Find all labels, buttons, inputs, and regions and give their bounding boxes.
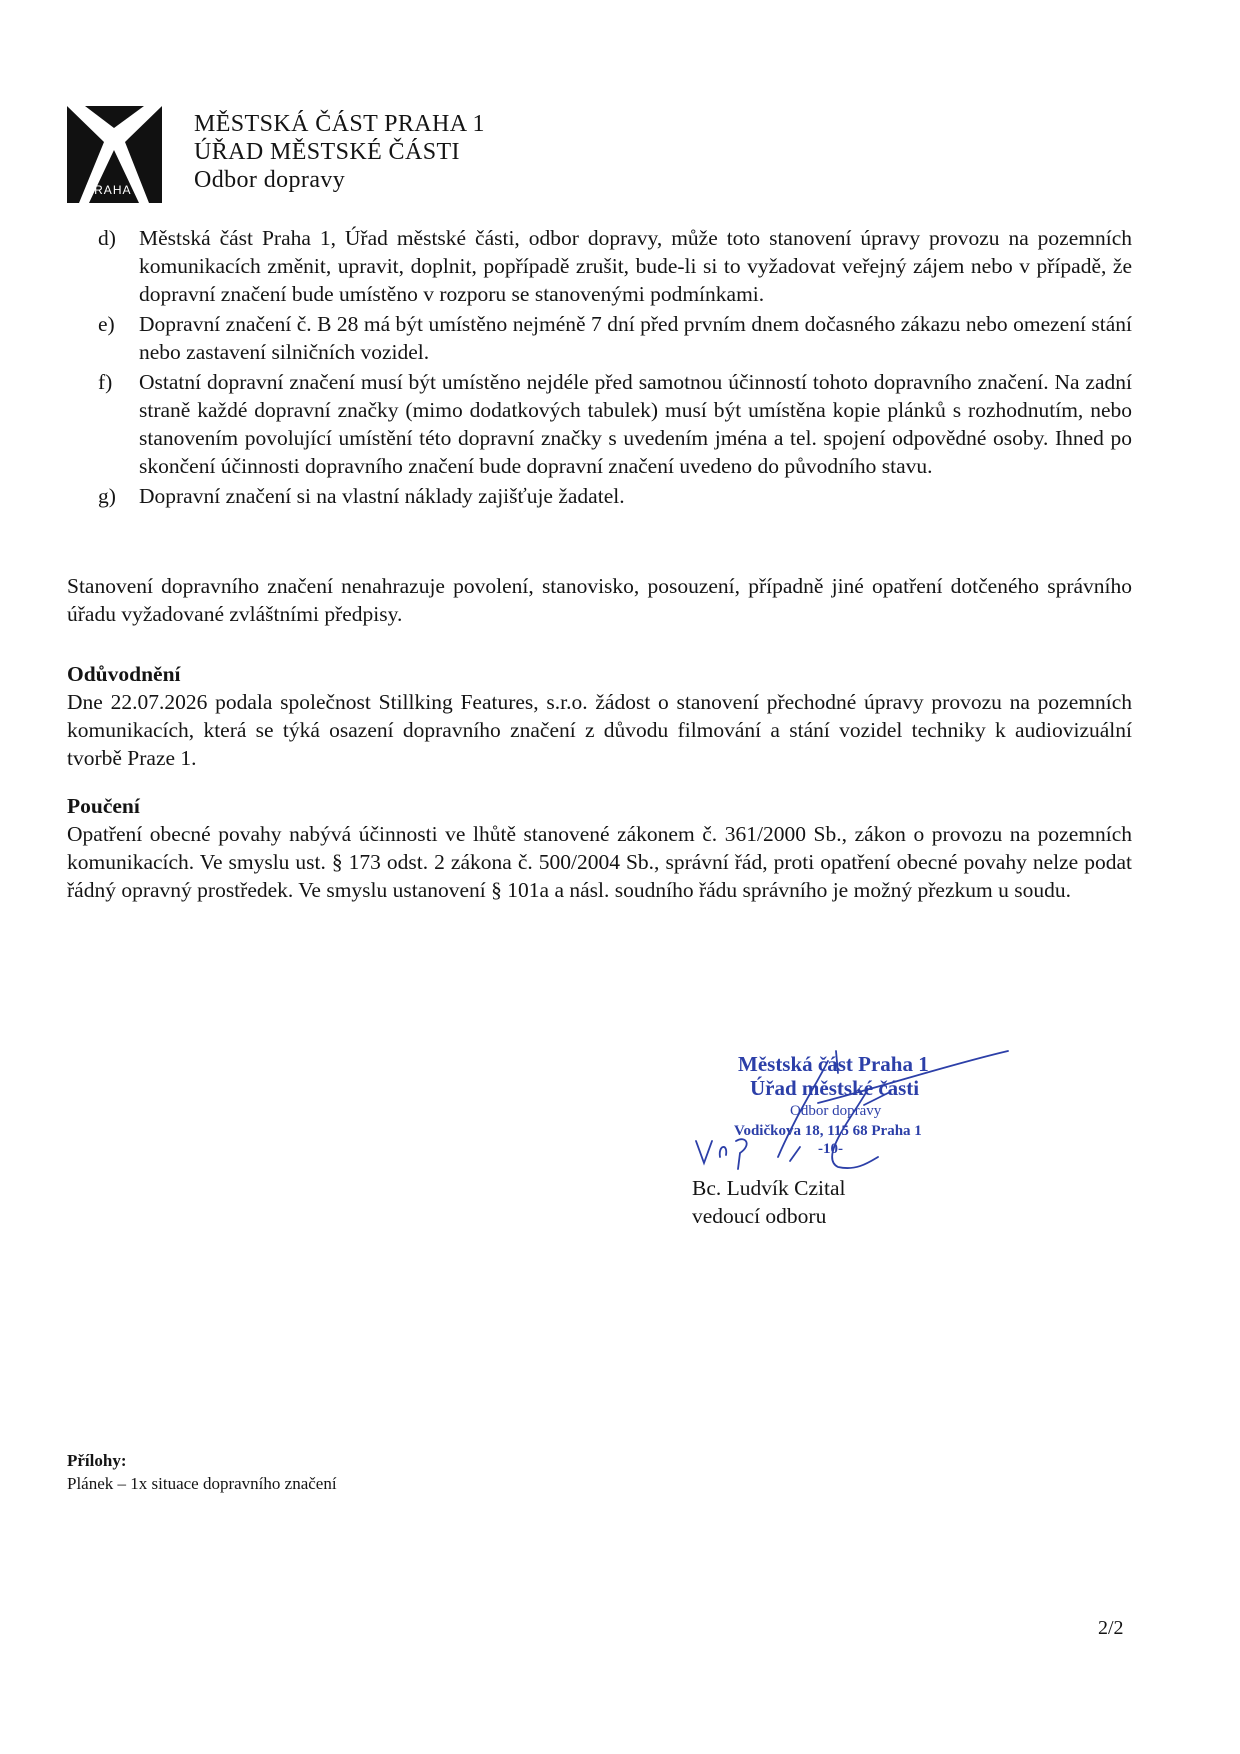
statement-paragraph: Stanovení dopravního značení nenahrazuje povolení, stanovisko, posouzení, případně jiné opatření dotčeného správního úřadu vyžadované zvláštními předpisy. — [67, 574, 1132, 626]
signatory-name: Bc. Ludvík Czital — [692, 1176, 846, 1200]
stamp-line-5: -10- — [818, 1141, 843, 1157]
official-stamp — [688, 1045, 1048, 1175]
org-header — [194, 110, 485, 194]
justification-heading: Odůvodnění — [67, 662, 181, 686]
condition-item-e — [98, 310, 1132, 366]
praha1-logo — [67, 106, 162, 203]
org-line-2: ÚŘAD MĚSTSKÉ ČÁSTI — [194, 139, 460, 165]
signatory-role: vedoucí odboru — [692, 1204, 827, 1228]
condition-item-f — [98, 368, 1132, 480]
stamp-line-3: Odbor dopravy — [790, 1103, 882, 1119]
org-line-3: Odbor dopravy — [194, 167, 346, 193]
condition-mark: e) — [98, 312, 115, 336]
condition-item-d — [98, 224, 1132, 308]
stamp-line-1: Městská část Praha 1 — [738, 1052, 929, 1076]
condition-text: Ostatní dopravní značení musí být umístěno nejdéle před samotnou účinností tohoto dopravního značení. Na zadní straně každé dopravní značky (mimo dodatkových tabulek) musí být umístěna kopie plánků s rozhodnutím, nebo stanovením povolující umístění této dopravní značky s uvedením jména a tel. spojení odpovědné osoby. Ihned po skončení účinnosti dopravního značení bude dopravní značení uvedeno do původního stavu. — [139, 370, 1132, 478]
stamp-line-4: Vodičkova 18, 115 68 Praha 1 — [734, 1123, 922, 1139]
condition-text: Dopravní značení si na vlastní náklady zajišťuje žadatel. — [139, 484, 625, 508]
condition-item-g — [98, 482, 1132, 510]
stamp-line-2: Úřad městské části — [750, 1076, 920, 1100]
conditions-list — [98, 224, 1132, 512]
condition-mark: f) — [98, 370, 113, 394]
attachments-text: Plánek – 1x situace dopravního značení — [67, 1474, 337, 1493]
page-number: 2/2 — [1098, 1617, 1124, 1639]
attachments-heading: Přílohy: — [67, 1451, 127, 1470]
justification-text: Dne 22.07.2026 podala společnost Stillking Features, s.r.o. žádost o stanovení přechodné úpravy provozu na pozemních komunikacích, která se týká osazení dopravního značení z důvodu filmování a stání vozidel techniky k audiovizuální tvorbě Praze 1. — [67, 690, 1132, 770]
condition-mark: g) — [98, 484, 116, 508]
instruction-text: Opatření obecné povahy nabývá účinnosti ve lhůtě stanovené zákonem č. 361/2000 Sb., zákon o provozu na pozemních komunikacích. Ve smyslu ust. § 173 odst. 2 zákona č. 500/2004 Sb., správní řád, proti opatření obecné povahy nelze podat řádný opravný prostředek. Ve smyslu ustanovení § 101a a násl. soudního řádu správního je možný přezkum u soudu. — [67, 822, 1132, 902]
condition-mark: d) — [98, 226, 116, 250]
org-line-1: MĚSTSKÁ ČÁST PRAHA 1 — [194, 111, 485, 137]
condition-text: Dopravní značení č. B 28 má být umístěno nejméně 7 dní před prvním dnem dočasného zákazu nebo omezení stání nebo zastavení silničních vozidel. — [139, 312, 1132, 364]
logo-text: PRAHA 1 — [85, 183, 143, 197]
condition-text: Městská část Praha 1, Úřad městské části, odbor dopravy, může toto stanovení úpravy provozu na pozemních komunikacích změnit, upravit, doplnit, popřípadě zrušit, bude-li si to vyžadovat veřejný zájem nebo v případě, že dopravní značení bude umístěno v rozporu se stanovenými podmínkami. — [139, 226, 1132, 306]
instruction-heading: Poučení — [67, 794, 140, 818]
